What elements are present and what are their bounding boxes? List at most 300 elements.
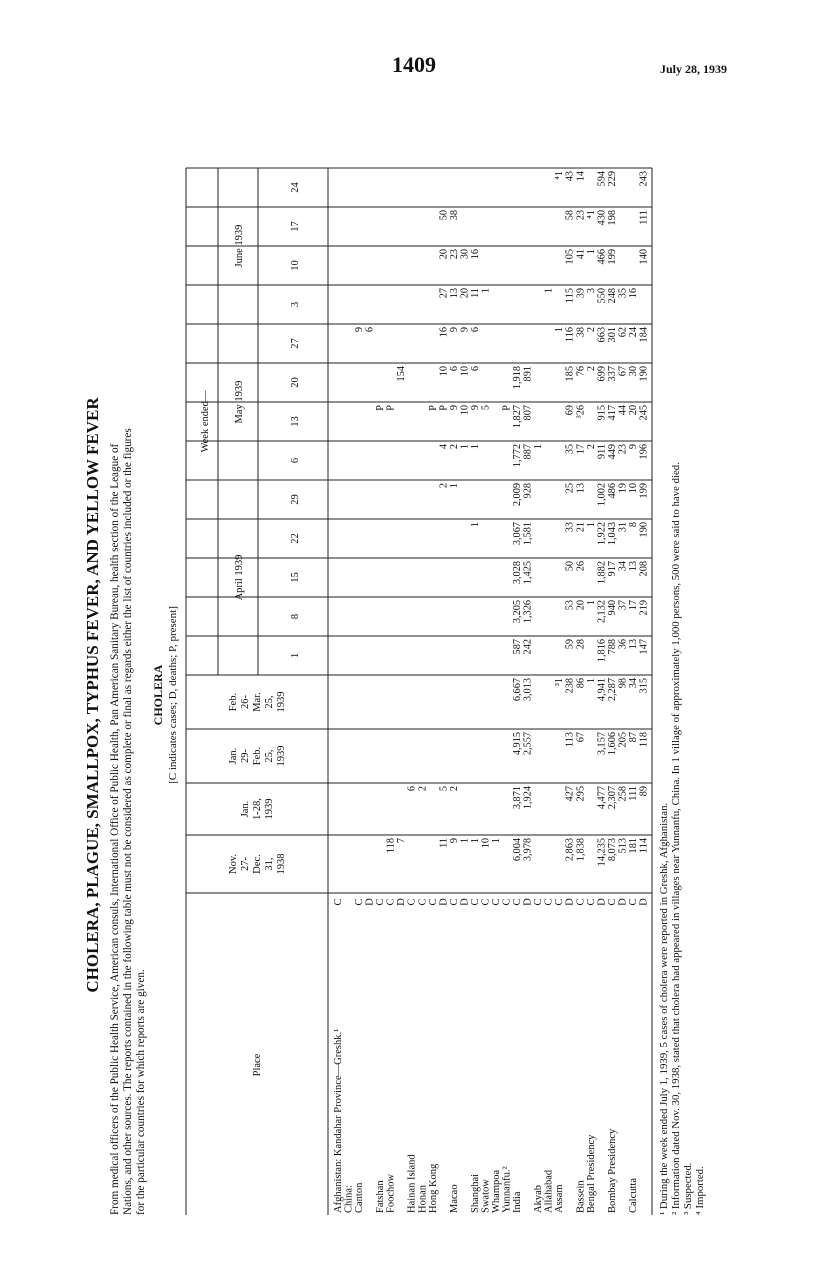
row-cell: 917 [606, 561, 618, 577]
row-cell: 111 [627, 786, 639, 801]
row-cell: 3,205 [512, 600, 524, 624]
row-cell: 915 [596, 405, 608, 421]
row-cell: 1 [554, 327, 566, 333]
row-cd: C [575, 898, 587, 906]
period-header-line: Feb. [252, 746, 263, 766]
row-cell: 58 [564, 210, 576, 221]
row-cd: D [638, 898, 650, 906]
row-cd: C [491, 898, 502, 906]
row-cell: 14 [575, 171, 587, 182]
period-header-line: 26- [240, 695, 251, 709]
row-cell: 181 [627, 838, 639, 854]
row-cd: C [585, 898, 597, 906]
row-cell: 43 [564, 171, 576, 182]
row-cell: 9 [448, 838, 460, 844]
row-cell: 36 [617, 639, 629, 650]
footnote-3: ³ Suspected. [682, 1162, 694, 1215]
row-place: Bassein [575, 1180, 587, 1213]
row-cell: 20 [459, 288, 471, 299]
row-cell: 147 [638, 639, 650, 655]
row-cell: ³26 [575, 405, 587, 419]
row-place: Honan [417, 1185, 429, 1213]
row-cell: 111 [638, 210, 650, 225]
row-cell: 4,915 [512, 732, 524, 756]
row-cd: C [554, 898, 566, 906]
row-place: Canton [354, 1182, 366, 1213]
row-cell: 1 [459, 838, 471, 844]
row-cell: 4 [438, 444, 450, 450]
row-place: Shanghai [469, 1173, 481, 1213]
period-header-line: Jan. [228, 747, 239, 765]
row-cell: 1,816 [596, 639, 608, 663]
row-cell: 315 [638, 678, 650, 694]
row-cd: C [375, 898, 387, 906]
row-cell: 4,941 [596, 678, 608, 702]
row-cell: 6 [406, 786, 418, 792]
day-header: 13 [290, 416, 301, 427]
period-header-line: 1939 [276, 745, 287, 767]
table-row [512, 366, 523, 1213]
row-cell: 1 [585, 600, 597, 606]
row-cell: 16 [627, 288, 639, 299]
row-cd: C [385, 898, 397, 906]
row-cell: 807 [522, 405, 534, 421]
footnote-2: ² Information dated Nov. 30, 1938, stated that cholera had appeared in villages near Yunnanfu, China. In 1 village of approximately 1,000 persons, 500 were said to have died. [670, 462, 682, 1215]
row-place: Macao [448, 1184, 460, 1213]
row-cell: 25 [564, 483, 576, 494]
row-cell: 11 [469, 288, 481, 298]
row-cell: 184 [638, 327, 650, 343]
row-cell: 911 [596, 444, 608, 460]
table-body [333, 171, 649, 1213]
row-cell: 6 [469, 366, 481, 372]
period-header-line: 29- [240, 749, 251, 763]
table-grid [186, 168, 652, 1215]
row-cell: 2 [438, 483, 450, 489]
row-cell: 39 [575, 288, 587, 299]
row-cell: 87 [627, 732, 639, 743]
day-header: 3 [290, 301, 301, 308]
row-place: Hong Kong [427, 1163, 439, 1213]
row-cell: 1 [585, 678, 597, 684]
row-place: India [512, 1191, 524, 1213]
table-row [459, 249, 470, 906]
row-cell: 430 [596, 210, 608, 226]
table-row [491, 838, 502, 1213]
row-cd: D [564, 898, 576, 906]
row-cell: 115 [564, 288, 576, 304]
row-cell: 887 [522, 444, 534, 460]
footnote-1: ¹ During the week ended July 1, 1939, 5 cases of cholera were reported in Greshk, Afghanistan. [658, 802, 670, 1215]
table-row [544, 288, 555, 1213]
row-cell: 8,073 [606, 838, 618, 862]
row-cd: C [543, 898, 555, 906]
row-cell: 1 [459, 444, 471, 450]
day-header: 24 [290, 182, 301, 193]
row-cell: 9 [448, 327, 460, 333]
row-cell: 2,009 [512, 483, 524, 507]
row-cell: 38 [448, 210, 460, 221]
row-cell: ⁴1 [585, 210, 597, 219]
row-cell: 2 [585, 327, 597, 333]
intro-line-1: From medical officers of the Public Health Service, American consuls, International Office of Public Health, Pan American Sanitary Bureau, health section of the League of [109, 443, 121, 1215]
row-cell: 98 [617, 678, 629, 689]
row-cell: 449 [606, 444, 618, 460]
table-row [502, 405, 513, 1213]
day-header: 6 [290, 457, 301, 464]
row-cell: 6,667 [512, 678, 524, 702]
row-place: Afghanistan: Kandahar Province—Greshk.¹ [333, 1028, 344, 1213]
week-ended-header: Week ended— [200, 390, 211, 453]
row-cell: 23 [448, 249, 460, 260]
row-cell: 928 [522, 483, 534, 499]
row-cell: 891 [522, 366, 534, 382]
table-row [438, 210, 449, 906]
period-header-line: Nov. [228, 853, 239, 875]
period-header-line: Jan. [240, 800, 251, 818]
main-title: CHOLERA, PLAGUE, SMALLPOX, TYPHUS FEVER, AND YELLOW FEVER [83, 397, 102, 993]
row-place: Whampoa [491, 1169, 502, 1213]
row-cell: 37 [617, 600, 629, 611]
row-cell: 1,581 [522, 522, 534, 546]
row-place: Allahabad [543, 1169, 555, 1213]
row-place: Akyab [533, 1185, 545, 1213]
row-cell: 17 [627, 600, 639, 611]
row-cell: 1 [480, 288, 492, 294]
row-cell: ⁴1 [554, 171, 566, 180]
row-cell: 10 [459, 405, 471, 416]
row-cell: 1,606 [606, 732, 618, 756]
row-cell: P [501, 405, 513, 411]
row-cell: 301 [606, 327, 618, 343]
row-place: Assam [554, 1184, 566, 1213]
row-cell: 9 [448, 405, 460, 411]
row-cell: 3,013 [522, 678, 534, 702]
row-cell: 185 [564, 366, 576, 382]
row-cell: 2 [585, 444, 597, 450]
footnote-4: ⁴ Imported. [694, 1166, 706, 1215]
row-cell: 4,477 [596, 786, 608, 810]
page-date: July 28, 1939 [660, 62, 728, 76]
row-cell: 50 [564, 561, 576, 572]
row-cd: C [469, 898, 481, 906]
period-header-line: Mar. [252, 692, 263, 712]
day-header: 27 [290, 338, 301, 349]
row-cell: 6 [364, 327, 376, 333]
table-row [565, 171, 576, 906]
row-cell: 190 [638, 366, 650, 382]
row-cell: 33 [564, 522, 576, 533]
table-row [523, 366, 534, 906]
row-cell: 59 [564, 639, 576, 650]
row-cell: 24 [627, 327, 639, 338]
row-cell: 2 [585, 366, 597, 372]
row-cd: C [417, 898, 429, 906]
period-header-line: Feb. [228, 692, 239, 712]
row-cell: 199 [638, 483, 650, 499]
row-cell: 67 [575, 732, 587, 743]
section-title: CHOLERA [151, 664, 165, 726]
row-cell: 594 [596, 171, 608, 187]
row-cell: 337 [606, 366, 618, 382]
table-row [470, 249, 481, 1213]
row-cd: C [354, 898, 366, 906]
row-cell: 34 [617, 561, 629, 572]
row-cell: 940 [606, 600, 618, 616]
row-cell: 2,287 [606, 678, 618, 702]
row-cell: 788 [606, 639, 618, 655]
row-cell: 3,871 [512, 786, 524, 810]
period-header-line: 1-28, [252, 798, 263, 820]
row-cell: 3,978 [522, 838, 534, 862]
row-cd: C [512, 898, 524, 906]
row-cd: D [396, 898, 408, 906]
row-cell: 26 [575, 561, 587, 572]
period-header-line: Dec. [252, 854, 263, 874]
row-cd: D [596, 898, 608, 906]
row-cell: 31 [617, 522, 629, 533]
row-cell: 8 [627, 522, 639, 528]
row-cell: 1 [491, 838, 502, 844]
row-cell: 1,043 [606, 522, 618, 546]
row-cell: 21 [575, 522, 587, 533]
row-cell: 1,772 [512, 444, 524, 468]
row-cell: 1,326 [522, 600, 534, 624]
table-row [407, 786, 418, 1213]
table-row [554, 171, 565, 1213]
row-cell: 513 [617, 838, 629, 854]
row-cell: 14,235 [596, 838, 608, 867]
row-cell: 1,882 [596, 561, 608, 585]
row-cell: 208 [638, 561, 650, 577]
row-cell: 11 [438, 838, 450, 848]
row-cell: 20 [627, 405, 639, 416]
row-place: Foochow [385, 1173, 397, 1213]
row-cell: 1,827 [512, 405, 524, 429]
table-row [365, 327, 376, 906]
period-header-line: 1938 [276, 853, 287, 875]
table-row [533, 444, 544, 1213]
row-cell: 17 [575, 444, 587, 455]
row-cell: 1,922 [596, 522, 608, 546]
row-cell: 3 [585, 288, 597, 294]
row-cell: 10 [480, 838, 492, 849]
table-row [480, 288, 491, 1213]
row-cell: 113 [564, 732, 576, 748]
table-row [396, 366, 407, 906]
row-cell: 41 [575, 249, 587, 260]
row-cell: 242 [522, 639, 534, 655]
row-cd: C [406, 898, 418, 906]
row-cell: 27 [438, 288, 450, 299]
table-row [428, 405, 439, 1213]
row-cell: 1,918 [512, 366, 524, 390]
table-row [417, 786, 428, 1213]
row-cell: 50 [438, 210, 450, 221]
table-row [375, 405, 386, 1213]
row-cd: D [459, 898, 471, 906]
month-header: April 1939 [234, 554, 245, 601]
row-cell: 114 [638, 838, 650, 854]
table-row [596, 171, 607, 906]
row-place: Calcutta [627, 1178, 639, 1213]
row-cell: 1 [585, 249, 597, 255]
intro-line-3: for the particular countries for which reports are given. [135, 969, 147, 1215]
day-header: 20 [290, 377, 301, 388]
row-cd: C [427, 898, 439, 906]
row-cell: 248 [606, 288, 618, 304]
row-cell: 5 [438, 786, 450, 792]
row-cell: 3,028 [512, 561, 524, 585]
row-cell: 86 [575, 678, 587, 689]
row-cell: 1 [469, 522, 481, 528]
row-cell: 9 [354, 327, 366, 333]
place-header: Place [252, 1053, 263, 1077]
row-cell: P [427, 405, 439, 411]
row-cell: 16 [469, 249, 481, 260]
row-cell: 258 [617, 786, 629, 802]
row-cell: 219 [638, 600, 650, 616]
row-cell: 6,004 [512, 838, 524, 862]
row-cd: C [333, 898, 344, 906]
row-cell: 1,924 [522, 786, 534, 810]
row-cell: 34 [627, 678, 639, 689]
row-cell: P [385, 405, 397, 411]
month-header: June 1939 [234, 224, 245, 268]
period-header-line: 31, [264, 857, 275, 871]
row-cell: 5 [480, 405, 492, 411]
row-cd: C [480, 898, 492, 906]
table-row [333, 898, 344, 1213]
row-cell: 245 [638, 405, 650, 421]
row-cd: C [606, 898, 618, 906]
day-header: 17 [290, 221, 301, 232]
row-cell: 67 [617, 366, 629, 377]
row-cell: 1 [543, 288, 555, 294]
row-cell: 238 [564, 678, 576, 694]
row-cd: D [522, 898, 534, 906]
row-cell: 13 [627, 639, 639, 650]
row-cell: 198 [606, 210, 618, 226]
page-number: 1409 [392, 52, 436, 77]
table-row [607, 171, 618, 1213]
day-header: 10 [290, 260, 301, 271]
row-cell: 62 [617, 327, 629, 338]
period-header-line: 25, [264, 749, 275, 763]
row-cell: 53 [564, 600, 576, 611]
row-place: Bombay Presidency [606, 1128, 618, 1213]
row-cell: 3,067 [512, 522, 524, 546]
row-cell: 550 [596, 288, 608, 304]
row-cd: C [501, 898, 513, 906]
row-cell: 243 [638, 171, 650, 187]
row-cell: 1 [469, 444, 481, 450]
row-place: Bengal Presidency [585, 1134, 597, 1213]
table-row [449, 210, 460, 1213]
row-cell: 9 [627, 444, 639, 450]
period-header-line: 27- [240, 857, 251, 871]
row-cell: 663 [596, 327, 608, 343]
row-cell: 1 [469, 838, 481, 844]
row-cell: 7 [396, 838, 408, 844]
row-cell: 13 [575, 483, 587, 494]
row-cell: 1 [533, 444, 545, 450]
row-cell: 89 [638, 786, 650, 797]
row-cell: 699 [596, 366, 608, 382]
day-header: 1 [290, 652, 301, 659]
row-cell: 6 [469, 327, 481, 333]
row-cell: 3,157 [596, 732, 608, 756]
table-row [575, 171, 586, 1213]
section-legend: [C indicates cases; D, deaths; P, present] [167, 606, 179, 784]
row-cd: D [438, 898, 450, 906]
row-cell: 1 [448, 483, 460, 489]
row-cell: 2,132 [596, 600, 608, 624]
row-cd: C [627, 898, 639, 906]
day-header: 8 [290, 613, 301, 620]
row-cell: 118 [638, 732, 650, 748]
row-cell: 229 [606, 171, 618, 187]
row-cell: 587 [512, 639, 524, 655]
table-row [638, 171, 649, 906]
month-header: May 1939 [234, 380, 245, 424]
row-cell: 427 [564, 786, 576, 802]
table-row [354, 327, 365, 1213]
intro-line-2: Nations, and other sources. The reports contained in the following table must not be considered as complete or final as regards either the list of countries included or the figures [122, 428, 134, 1215]
row-cell: 30 [627, 366, 639, 377]
row-cell: 1,838 [575, 838, 587, 862]
row-cell: 76 [575, 366, 587, 377]
row-cd: D [364, 898, 376, 906]
period-header-line: 1939 [276, 691, 287, 713]
row-cell: 6 [448, 366, 460, 372]
row-place: Yunnanfu.² [501, 1166, 513, 1213]
row-cell: 13 [448, 288, 460, 299]
table-row [386, 405, 397, 1213]
row-cell: 2,307 [606, 786, 618, 810]
row-cell: 196 [638, 444, 650, 460]
row-cell: 417 [606, 405, 618, 421]
table-row [586, 210, 597, 1213]
row-cell: 154 [396, 366, 408, 382]
row-cell: 486 [606, 483, 618, 499]
row-cell: 38 [575, 327, 587, 338]
row-cell: 20 [575, 600, 587, 611]
row-place: Fatshan [375, 1180, 387, 1213]
row-cd: D [617, 898, 629, 906]
row-cell: 190 [638, 522, 650, 538]
row-place: Swatow [480, 1179, 492, 1213]
period-header-line: 25, [264, 695, 275, 709]
table-row [617, 288, 628, 906]
table-row [628, 288, 639, 1213]
row-cell: 116 [564, 327, 576, 343]
period-header-line: 1939 [264, 798, 275, 820]
row-cell: P [375, 405, 387, 411]
row-cell: ³1 [554, 678, 566, 687]
row-cell: 10 [627, 483, 639, 494]
row-cd: C [448, 898, 460, 906]
row-cell: 10 [459, 366, 471, 377]
table-row [344, 1185, 355, 1213]
row-cell: 118 [385, 838, 397, 854]
day-header: 15 [290, 572, 301, 583]
row-cd: C [533, 898, 545, 906]
row-cell: 30 [459, 249, 471, 260]
row-cell: 69 [564, 405, 576, 416]
row-place: China: [343, 1185, 355, 1213]
row-cell: 16 [438, 327, 450, 338]
